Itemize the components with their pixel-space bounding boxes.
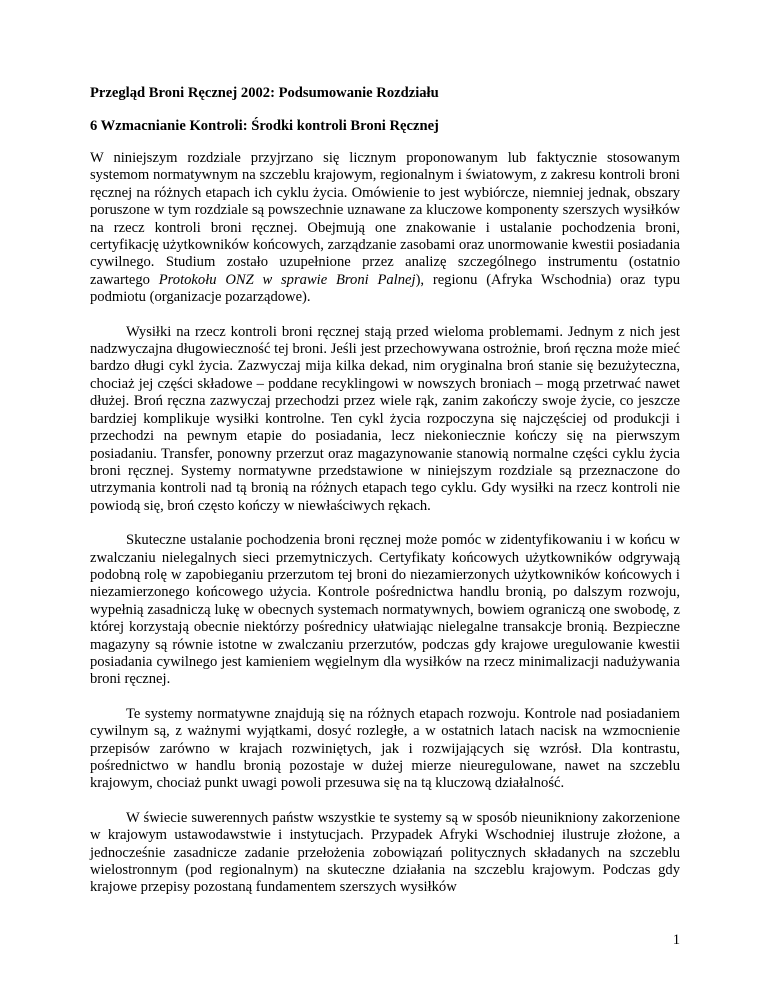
paragraph-1-text: W niniejszym rozdziale przyjrzano się licznym proponowanym lub faktycznie stosowanym systemom normatywnym na szczeblu krajowym, regionalnym i światowym, z zakresu kontroli broni ręcznej na różnych etapach ich cyklu życia. Omówienie to jest wybiórcze, niemniej jednak, obszary poruszone w tym rozdziale są powszechnie uznawane za kluczowe komponenty szerszych wysiłków na rzecz kontroli broni ręcznej. Obejmują one znakowanie i ustalanie pochodzenia broni, certyfikację użytkowników końcowych, zarządzanie zasobami oraz unormowanie kwestii posiadania cywilnego. Studium zostało uzupełnione przez analizę szczególnego instrumentu (ostatnio zawartego <box>90 150 680 288</box>
page-number: 1 <box>672 932 680 948</box>
paragraph-2: Wysiłki na rzecz kontroli broni ręcznej stają przed wieloma problemami. Jednym z nich jest nadzwyczajna długowieczność tej broni. Jeśli jest przechowywana ostrożnie, broń ręczna może mieć bardzo długi cykl życia. Zazwyczaj mija kilka dekad, nim oryginalna broń stanie się bezużyteczna, chociaż jej części składowe – poddane recyklingowi w nowszych broniach – mogą przetrwać nawet dłużej. Broń ręczna zazwyczaj przechodzi przez wiele rąk, zanim zakończy swoje życie, co jeszcze bardziej komplikuje wysiłki kontrolne. Ten cykl życia rozpoczyna się najczęściej od produkcji i przechodzi na pewnym etapie do posiadania, lecz niekoniecznie kończy się na pierwszym posiadaniu. Transfer, ponowny przerzut oraz magazynowanie stanowią normalne części cyklu życia broni ręcznej. Systemy normatywne przedstawione w niniejszym rozdziale są przeznaczone do utrzymania kontroli nad tą bronią na różnych etapach tego cyklu. Gdy wysiłki na rzecz kontroli nie powiodą się, broń często kończy w niewłaściwych rękach. <box>90 323 680 514</box>
paragraph-1 <box>90 150 680 307</box>
paragraph-3: Skuteczne ustalanie pochodzenia broni ręcznej może pomóc w zidentyfikowaniu i w końcu w zwalczaniu nielegalnych sieci przemytniczych. Certyfikaty końcowych użytkowników odgrywają podobną rolę w zapobieganiu przerzutom tej broni do niezamierzonych użytkowników końcowych i niezamierzonego końcowego użycia. Kontrole pośrednictwa handlu bronią, po dalszym rozwoju, wypełnią zasadniczą lukę w obecnych systemach normatywnych, bowiem ograniczą one swobodę, z której korzystają obecnie niektórzy pośrednicy ułatwiając nielegalne transakcje bronią. Bezpieczne magazyny są równie istotne w zwalczaniu przerzutów, podczas gdy krajowe uregulowanie kwestii posiadania cywilnego jest kamieniem węgielnym dla wysiłków na rzecz minimalizacji nadużywania broni ręcznej. <box>90 532 680 688</box>
chapter-heading: 6 Wzmacnianie Kontroli: Środki kontroli Broni Ręcznej <box>90 118 439 134</box>
paragraph-1-text-end: ), regionu (Afryka Wschodnia) oraz typu podmiotu (organizacje pozarządowe). <box>90 271 680 306</box>
paragraph-1-italic-title: Protokołu ONZ w sprawie Broni Palnej <box>158 271 416 288</box>
paragraph-4: Te systemy normatywne znajdują się na różnych etapach rozwoju. Kontrole nad posiadaniem cywilnym są, z ważnymi wyjątkami, dosyć rozległe, a w ostatnich latach nacisk na wzmocnienie przepisów zarówno w krajach rozwiniętych, jak i rozwijających się wzrósł. Dla kontrastu, pośrednictwo w handlu bronią pozostaje w dużej mierze nieuregulowane, nawet na szczeblu krajowym, chociaż punkt uwagi powoli przesuwa się na tą kluczową działalność. <box>90 705 680 792</box>
document-page <box>90 84 680 914</box>
paragraph-5: W świecie suwerennych państw wszystkie te systemy są w sposób nieunikniony zakorzenione w krajowym ustawodawstwie i instytucjach. Przypadek Afryki Wschodniej ilustruje złożone, a jednocześnie zasadnicze zadanie przełożenia zobowiązań politycznych składanych na szczeblu wielostronnym (pod regionalnym) na skuteczne działania na szczeblu krajowym. Podczas gdy krajowe przepisy pozostaną fundamentem szerszych wysiłków <box>90 809 680 896</box>
document-title: Przegląd Broni Ręcznej 2002: Podsumowanie Rozdziału <box>90 85 439 101</box>
